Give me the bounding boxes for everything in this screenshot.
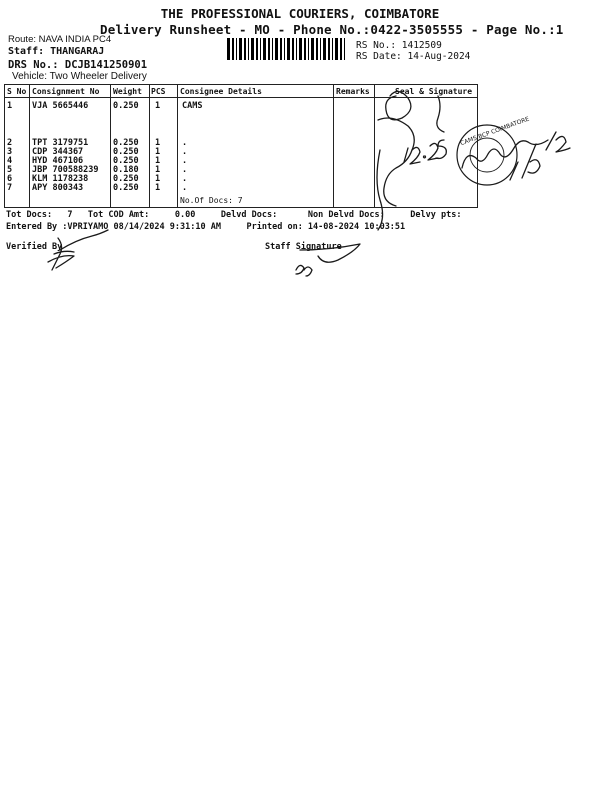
- row-pcs: 1: [155, 165, 161, 175]
- verified-by-label: Verified By: [6, 242, 63, 252]
- staff-signature-label: Staff Signature: [265, 242, 342, 252]
- barcode-image: [227, 38, 347, 60]
- runsheet-subtitle: Delivery Runsheet - MO - Phone No.:0422-3505555 - Page No.:1: [100, 22, 564, 37]
- row-consignment-no: HYD 467106: [32, 156, 84, 166]
- row-weight: 0.250: [113, 156, 139, 166]
- rs-date: RS Date: 14-Aug-2024: [356, 51, 471, 62]
- staff-label: Staff: THANGARAJ: [8, 46, 105, 57]
- row-consignment-no: CDP 344367: [32, 147, 84, 157]
- row-consignee: .: [182, 147, 188, 157]
- row-pcs: 1: [155, 174, 161, 184]
- row-consignment-no: TPT 3179751: [32, 138, 89, 148]
- no-of-docs: No.Of Docs: 7: [180, 196, 243, 205]
- row-sno: 1: [7, 101, 13, 111]
- row-consignee: .: [182, 174, 188, 184]
- runsheet-table: [4, 84, 478, 208]
- row-consignee: .: [182, 183, 188, 193]
- entered-by-line: Entered By :VPRIYAMO 08/14/2024 9:31:10 AM Printed on: 14-08-2024 10:03:51: [6, 222, 406, 232]
- row-weight: 0.250: [113, 101, 139, 111]
- row-consignment-no: KLM 1178238: [32, 174, 89, 184]
- row-weight: 0.250: [113, 174, 139, 184]
- row-sno: 6: [7, 174, 13, 184]
- route-label: Route: NAVA INDIA PC4: [8, 34, 112, 45]
- rs-number: RS No.: 1412509: [356, 40, 442, 51]
- col-header-seal-signature: Seal & Signature: [395, 87, 473, 96]
- row-sno: 3: [7, 147, 13, 157]
- handwritten-date: [510, 132, 570, 180]
- col-header-weight: Weight: [113, 87, 142, 96]
- row-sno: 4: [7, 156, 13, 166]
- row-sno: 2: [7, 138, 13, 148]
- row-consignee: CAMS: [182, 101, 203, 111]
- row-pcs: 1: [155, 183, 161, 193]
- col-header-consignment: Consignment No: [32, 87, 100, 96]
- drs-number: DRS No.: DCJB141250901: [8, 59, 148, 71]
- row-sno: 7: [7, 183, 13, 193]
- row-consignment-no: VJA 5665446: [32, 101, 89, 111]
- col-header-remarks: Remarks: [336, 87, 370, 96]
- company-title: THE PROFESSIONAL COURIERS, COIMBATORE: [160, 6, 440, 21]
- row-sno: 5: [7, 165, 13, 175]
- col-header-consignee: Consignee Details: [180, 87, 262, 96]
- row-pcs: 1: [155, 156, 161, 166]
- row-weight: 0.250: [113, 147, 139, 157]
- row-weight: 0.180: [113, 165, 139, 175]
- row-pcs: 1: [155, 147, 161, 157]
- row-weight: 0.250: [113, 138, 139, 148]
- row-consignee: .: [182, 138, 188, 148]
- vehicle-label: Vehicle: Two Wheeler Delivery: [12, 71, 147, 82]
- row-pcs: 1: [155, 138, 161, 148]
- row-pcs: 1: [155, 101, 161, 111]
- col-header-sno: S No: [7, 87, 27, 96]
- row-consignment-no: JBP 700588239: [32, 165, 99, 175]
- row-weight: 0.250: [113, 183, 139, 193]
- stamp-text: CAMS BCP COIMBATORE: [459, 115, 531, 148]
- row-consignee: .: [182, 156, 188, 166]
- row-consignment-no: APY 800343: [32, 183, 84, 193]
- totals-line: Tot Docs: 7 Tot COD Amt: 0.00 Delvd Docs: Non Delvd Docs: Delvy pts:: [6, 210, 462, 220]
- row-consignee: .: [182, 165, 188, 175]
- col-header-pcs: PCS: [151, 87, 166, 96]
